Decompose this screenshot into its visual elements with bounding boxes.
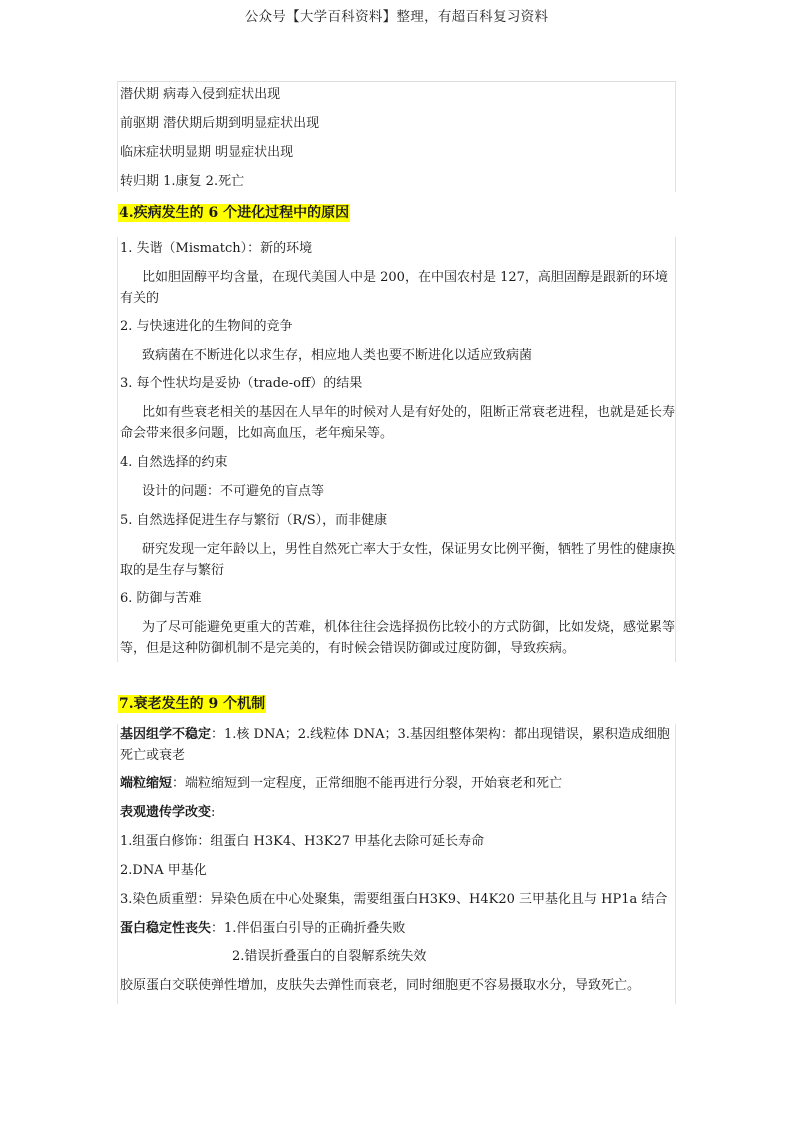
item1-body: 比如胆固醇平均含量，在现代美国人中是 200，在中国农村是 127，高胆固醇是跟新的环境有关的 <box>120 270 668 306</box>
section7-title <box>118 695 266 714</box>
item2-heading: 2. 与快速进化的生物间的竞争 <box>120 319 293 334</box>
stage-outcome: 转归期 1.康复 2.死亡 <box>120 174 245 189</box>
section4-title <box>118 204 350 223</box>
item2-body: 致病菌在不断进化以求生存，相应地人类也要不断进化以适应致病菌 <box>142 348 533 363</box>
item3-heading: 3. 每个性状均是妥协（trade-off）的结果 <box>120 376 363 391</box>
epi-item-1: 1.组蛋白修饰：组蛋白 H3K4、H3K27 甲基化去除可延长寿命 <box>120 834 485 849</box>
epi-colon: : <box>211 805 216 820</box>
protein-label: 蛋白稳定性丧失 <box>120 921 212 936</box>
item4-body: 设计的问题：不可避免的盲点等 <box>142 484 325 499</box>
protein-item-1: ：1.伴侣蛋白引导的正确折叠失败 <box>211 921 406 936</box>
epigenetic-heading <box>120 804 215 822</box>
telomere-shortening <box>120 775 562 793</box>
telomere-text: ：端粒缩短到一定程度，正常细胞不能再进行分裂，开始衰老和死亡 <box>172 776 563 791</box>
item6-heading: 6. 防御与苦难 <box>120 591 202 606</box>
section7-title-text: 7.衰老发生的 9 个机制 <box>119 696 266 712</box>
telomere-label: 端粒缩短 <box>120 776 173 791</box>
item1-heading: 1. 失谐（Mismatch）：新的环境 <box>120 241 313 256</box>
stage-prodromal: 前驱期 潜伏期后期到明显症状出现 <box>120 116 320 131</box>
item5-body: 研究发现一定年龄以上，男性自然死亡率大于女性，保证男女比例平衡，牺牲了男性的健康换取的是生存与繁衍 <box>120 542 676 578</box>
genome-label: 基因组学不稳定 <box>120 727 212 742</box>
epi-item-3: 3.染色质重塑：异染色质在中心处聚集，需要组蛋白H3K9、H4K20 三甲基化且与 HP1a 结合 <box>120 892 668 907</box>
item5-heading: 5. 自然选择促进生存与繁衍（R/S），而非健康 <box>120 513 388 528</box>
proteostasis-loss <box>120 920 405 938</box>
genome-text: ：1.核 DNA；2.线粒体 DNA；3.基因组整体架构：都出现错误，累积造成细胞死亡或衰老 <box>120 727 670 763</box>
item4-heading: 4. 自然选择的约束 <box>120 455 228 470</box>
item3-body: 比如有些衰老相关的基因在人早年的时候对人是有好处的，阻断正常衰老进程，也就是延长寿命会带来很多问题，比如高血压，老年痴呆等。 <box>120 405 676 441</box>
item6-body: 为了尽可能避免更重大的苦难，机体往往会选择损伤比较小的方式防御，比如发烧，感觉累等等，但是这种防御机制不是完美的，有时候会错误防御或过度防御，导致疾病。 <box>120 620 676 656</box>
section4-title-text: 4.疾病发生的 6 个进化过程中的原因 <box>119 205 350 221</box>
protein-item-2: 2.错误折叠蛋白的自裂解系统失效 <box>232 949 427 964</box>
collagen-text: 胶原蛋白交联使弹性增加，皮肤失去弹性而衰老，同时细胞更不容易摄取水分，导致死亡。 <box>120 978 641 993</box>
stage-latent: 潜伏期 病毒入侵到症状出现 <box>120 87 281 102</box>
epi-item-2: 2.DNA 甲基化 <box>120 863 207 878</box>
epi-label: 表观遗传学改变 <box>120 805 212 820</box>
stage-clinical: 临床症状明显期 明显症状出现 <box>120 145 294 160</box>
page-header: 公众号【大学百科资料】整理，有超百科复习资料 <box>244 9 549 25</box>
genome-instability <box>120 724 676 766</box>
